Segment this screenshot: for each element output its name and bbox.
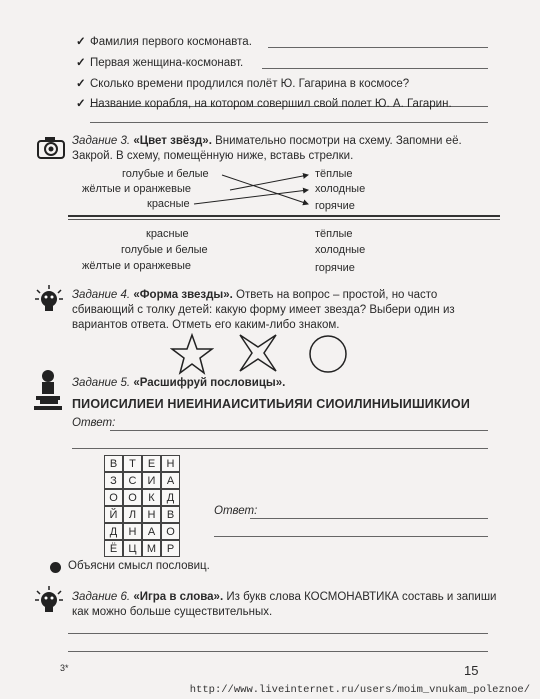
task5-title: «Расшифруй пословицы». bbox=[133, 377, 286, 389]
task6-instructions: составь и запиши как можно больше существительных. bbox=[72, 591, 497, 618]
checklist-text: Первая женщина-космонавт. bbox=[90, 57, 244, 69]
task3-title: «Цвет звёзд». bbox=[133, 135, 212, 147]
grid-cell: Р bbox=[161, 540, 180, 557]
scheme-bottom-left-item: жёлтые и оранжевые bbox=[82, 260, 191, 272]
grid-cell: Н bbox=[161, 455, 180, 472]
task6-word: КОСМОНАВТИКА bbox=[304, 591, 399, 603]
grid-cell: Д bbox=[104, 523, 123, 540]
task3-instructions: Внимательно посмотри на схему. Запомни её. Закрой. В схему, помещённую ниже, вставь стрелки. bbox=[72, 135, 462, 162]
grid-cell: О bbox=[123, 489, 142, 506]
arrow bbox=[230, 175, 308, 190]
answer-line[interactable] bbox=[68, 633, 488, 634]
grid-cell: К bbox=[142, 489, 161, 506]
grid-cell: О bbox=[104, 489, 123, 506]
grid-cell: О bbox=[161, 523, 180, 540]
page-number: 15 bbox=[464, 663, 479, 678]
task4-title: «Форма звезды». bbox=[133, 289, 233, 301]
grid-cell: Н bbox=[123, 523, 142, 540]
grid-cell: Т bbox=[123, 455, 142, 472]
grid-cell: Н bbox=[142, 506, 161, 523]
divider bbox=[68, 215, 500, 217]
grid-cell: Л bbox=[123, 506, 142, 523]
bullet-icon bbox=[50, 562, 61, 573]
scheme-top-left-item: голубые и белые bbox=[122, 168, 209, 180]
checkmark-icon: ✓ bbox=[76, 36, 86, 48]
scheme-bottom-right-item: горячие bbox=[315, 262, 355, 274]
task6-title: «Игра в слова». bbox=[133, 591, 224, 603]
answer-line[interactable] bbox=[72, 448, 488, 449]
checkmark-icon: ✓ bbox=[76, 57, 86, 69]
lightbulb-icon bbox=[34, 585, 64, 615]
task4-text bbox=[72, 288, 500, 333]
circle-option[interactable] bbox=[307, 333, 349, 375]
grid-cell: А bbox=[161, 472, 180, 489]
answer-line[interactable] bbox=[110, 430, 488, 431]
scheme-top-right-item: тёплые bbox=[315, 168, 353, 180]
answer-label: Ответ: bbox=[214, 505, 258, 517]
grid-cell: Е bbox=[142, 455, 161, 472]
checklist-text: Фамилия первого космонавта. bbox=[90, 36, 252, 48]
arrow bbox=[194, 190, 308, 204]
grid-cell: В bbox=[104, 455, 123, 472]
signature-mark: 3* bbox=[60, 663, 69, 673]
answer-line[interactable] bbox=[250, 518, 488, 519]
scheme-bottom-right-item: холодные bbox=[315, 244, 366, 256]
task6-text bbox=[72, 590, 500, 620]
grid-cell: И bbox=[142, 472, 161, 489]
task4-label: Задание 4. bbox=[72, 289, 131, 301]
answer-line[interactable] bbox=[68, 651, 488, 652]
scheme-top-right-item: горячие bbox=[315, 200, 355, 212]
divider bbox=[68, 219, 500, 220]
task6-label: Задание 6. bbox=[72, 591, 131, 603]
scheme-top-left-item: красные bbox=[147, 198, 190, 210]
grid-cell: С bbox=[123, 472, 142, 489]
grid-cell: Д bbox=[161, 489, 180, 506]
checklist-text: Сколько времени продлился полёт Ю. Гагарина в космосе? bbox=[90, 78, 410, 90]
scheme-bottom-right-item: тёплые bbox=[315, 228, 353, 240]
star-four-point-option[interactable] bbox=[238, 333, 278, 373]
explain-instruction: Объясни смысл пословиц. bbox=[68, 560, 210, 572]
checkmark-icon: ✓ bbox=[76, 98, 86, 110]
scheme-bottom-left-item: красные bbox=[146, 228, 189, 240]
cipher-text: ПИОИСИЛИЕИ НИЕИНИАИСИТИЬИЯИ СИОИЛИНИЫИШИКИОИ bbox=[72, 397, 471, 411]
answer-label: Ответ: bbox=[72, 417, 116, 429]
grid-cell: А bbox=[142, 523, 161, 540]
source-url[interactable]: http://www.liveinternet.ru/users/moim_vnukam_poleznoe/ bbox=[189, 684, 530, 696]
grid-cell: Й bbox=[104, 506, 123, 523]
grid-cell: М bbox=[142, 540, 161, 557]
star-five-point-option[interactable] bbox=[170, 333, 214, 375]
checklist-text: Название корабля, на котором совершил свой полет Ю. А. Гагарин. bbox=[90, 98, 452, 110]
grid-cell: Ё bbox=[104, 540, 123, 557]
task3-label: Задание 3. bbox=[72, 135, 131, 147]
scheme-arrows bbox=[0, 0, 540, 230]
grid-cell: Ц bbox=[123, 540, 142, 557]
grid-cell: В bbox=[161, 506, 180, 523]
grid-cell: З bbox=[104, 472, 123, 489]
pencil-boy-icon bbox=[34, 368, 62, 412]
task6-instructions: Из букв слова bbox=[226, 591, 301, 603]
answer-line[interactable] bbox=[214, 536, 488, 537]
scheme-top-left-item: жёлтые и оранжевые bbox=[82, 183, 191, 195]
task4-instructions: Ответь на вопрос – простой, но часто сбивающий с толку детей: какую форму имеет звезда? Выбери один из вариантов ответа. Отметь его каким-либо знаком. bbox=[72, 289, 455, 331]
scheme-bottom-left-item: голубые и белые bbox=[121, 244, 208, 256]
lightbulb-icon bbox=[34, 284, 64, 314]
task5-heading bbox=[72, 376, 492, 391]
task5-label: Задание 5. bbox=[72, 377, 131, 389]
scheme-top-right-item: холодные bbox=[315, 183, 366, 195]
checkmark-icon: ✓ bbox=[76, 78, 86, 90]
